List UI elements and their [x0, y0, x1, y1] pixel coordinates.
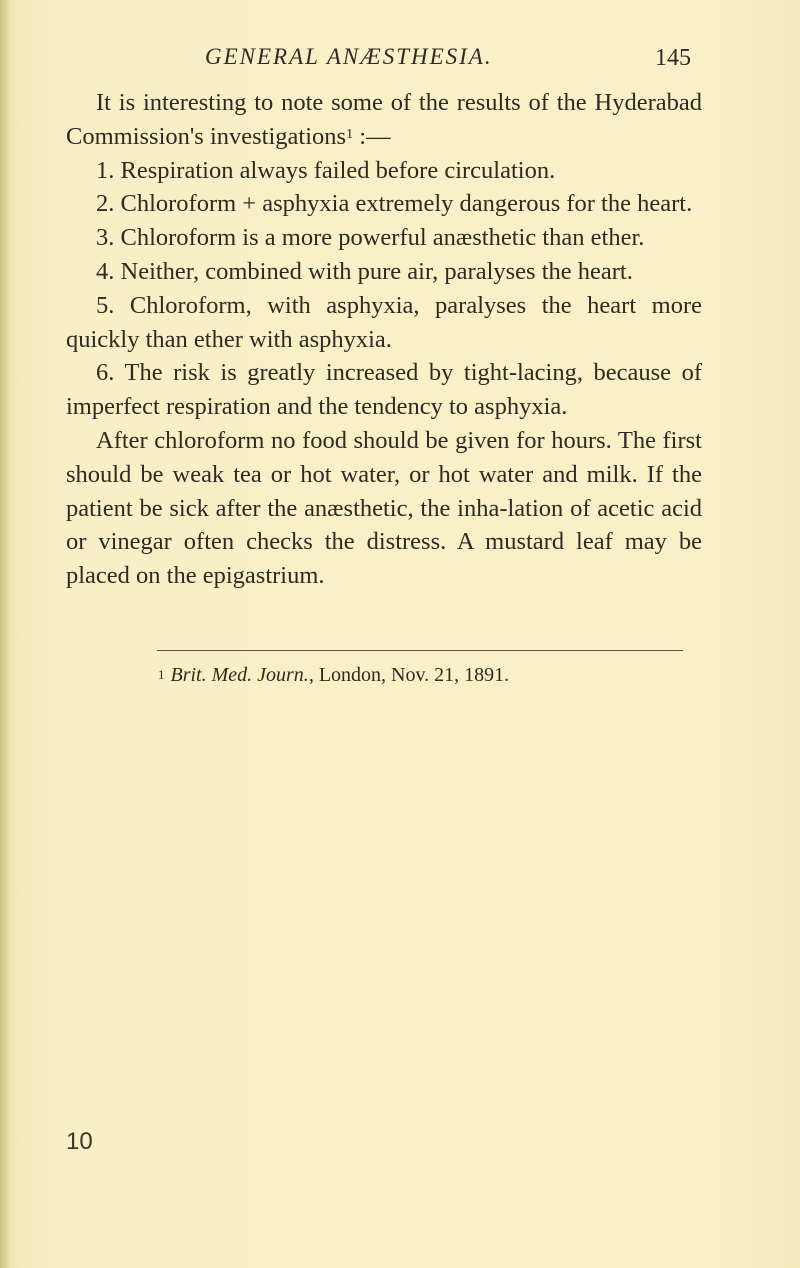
footnote-mark: 1: [158, 667, 165, 682]
list-item: 6. The risk is greatly increased by tight-lacing, because of imperfect respiration and the tendency to asphyxia.: [66, 359, 702, 421]
page-edge: [0, 0, 10, 1268]
footnote-reference: 1: [346, 126, 354, 142]
closing-paragraph: After chloroform no food should be given for hours. The first should be weak tea or hot water, or hot water and milk. If the patient be sick after the anæsthetic, the inha-lation of acetic acid or vinegar often checks the distress. A mustard leaf may be placed on the epigastrium.: [66, 426, 702, 590]
running-title: GENERAL ANÆSTHESIA.: [205, 44, 493, 69]
list-item: 4. Neither, combined with pure air, paralyses the heart.: [96, 257, 633, 285]
list-item: 3. Chloroform is a more powerful anæsthetic than ether.: [96, 224, 645, 252]
list-item: 1. Respiration always failed before circulation.: [96, 156, 556, 184]
page-header: [0, 44, 800, 78]
footnote-journal: Brit. Med. Journ.: [170, 664, 309, 686]
intro-text: It is interesting to note some of the results of the Hyderabad Commission's investigations: [66, 89, 702, 150]
page-number: 145: [655, 45, 691, 71]
footnote-citation: , London, Nov. 21, 1891.: [308, 664, 510, 686]
body-text: [66, 86, 702, 593]
intro-paragraph: [66, 86, 702, 154]
intro-tail: :—: [353, 122, 391, 150]
signature-mark: 10: [66, 1128, 93, 1155]
list-item: 5. Chloroform, with asphyxia, paralyses the heart more quickly than ether with asphyxia.: [66, 291, 702, 353]
list-item: 2. Chloroform + asphyxia extremely dangerous for the heart.: [96, 190, 693, 218]
footnote: [158, 662, 718, 688]
footnote-rule: [157, 650, 683, 651]
